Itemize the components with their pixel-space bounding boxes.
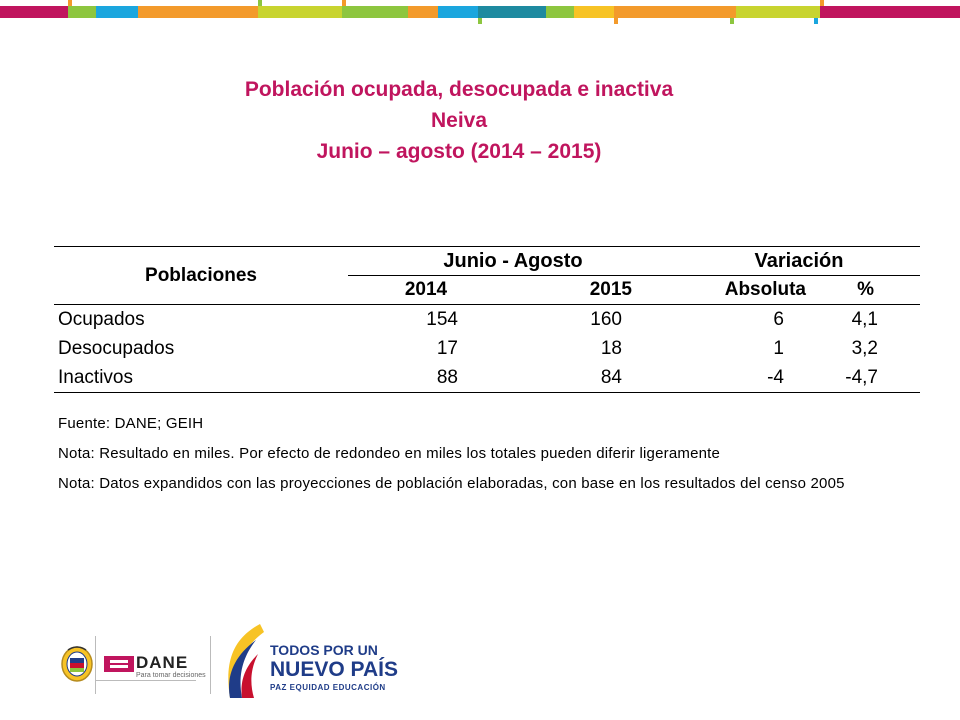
- cell-absoluta: 6: [773, 308, 784, 330]
- header-period: Junio - Agosto: [348, 247, 678, 276]
- cell-2014: 17: [436, 337, 458, 359]
- data-table-wrapper: [54, 246, 920, 393]
- cell-2014: 88: [348, 363, 498, 393]
- cell-pct: -4,7: [828, 363, 920, 393]
- source-note: Fuente: DANE; GEIH: [58, 415, 204, 432]
- row-label: Ocupados: [58, 308, 145, 330]
- cell-2015: 160: [590, 308, 622, 330]
- title-line-1: Población ocupada, desocupada e inactiva: [244, 78, 674, 101]
- cell-absoluta: 1: [773, 337, 784, 359]
- row-label: Desocupados: [58, 337, 175, 359]
- table-row: [54, 334, 920, 363]
- footer-divider: [95, 636, 96, 694]
- note-rounding: Nota: Resultado en miles. Por efecto de redondeo en miles los totales pueden diferir ligeramente: [58, 445, 721, 462]
- cell-2015: 18: [600, 337, 622, 359]
- top-color-bar: [0, 0, 960, 24]
- title-line-2: Neiva: [430, 109, 488, 132]
- row-label: Inactivos: [54, 363, 348, 393]
- header-2015: 2015: [498, 276, 678, 305]
- footer-divider-2: [96, 680, 196, 681]
- header-2014: 2014: [348, 276, 498, 305]
- title-line-3: Junio – agosto (2014 – 2015): [316, 140, 602, 163]
- table-notes: [58, 409, 845, 499]
- dane-tagline: Para tomar decisiones: [136, 672, 206, 679]
- dane-name: DANE: [136, 653, 189, 672]
- header-poblaciones: Poblaciones: [54, 247, 348, 305]
- header-absoluta: Absoluta: [678, 276, 828, 305]
- cell-pct: 4,1: [851, 308, 878, 330]
- cell-pct: 3,2: [851, 337, 878, 359]
- cell-absoluta: -4: [678, 363, 828, 393]
- footer-divider-3: [210, 636, 211, 694]
- coat-of-arms-icon: [60, 644, 94, 684]
- header-pct: %: [828, 276, 920, 305]
- population-table: [54, 246, 920, 393]
- gov-line-3: PAZ EQUIDAD EDUCACIÓN: [270, 683, 386, 692]
- gov-slogan: [270, 642, 398, 694]
- flag-swoosh-icon: [216, 620, 266, 702]
- gov-line-2: NUEVO PAÍS: [270, 658, 398, 681]
- header-variacion: Variación: [678, 247, 920, 276]
- cell-2014: 154: [426, 308, 458, 330]
- table-row: [54, 363, 920, 393]
- footer-logos: [0, 610, 960, 720]
- cell-2015: 84: [498, 363, 678, 393]
- note-projections: Nota: Datos expandidos con las proyecciones de población elaboradas, con base en los resultados del censo 2005: [58, 475, 845, 492]
- page-title: [0, 74, 918, 167]
- table-row: [54, 305, 920, 335]
- gov-line-1: TODOS POR UN: [270, 642, 378, 658]
